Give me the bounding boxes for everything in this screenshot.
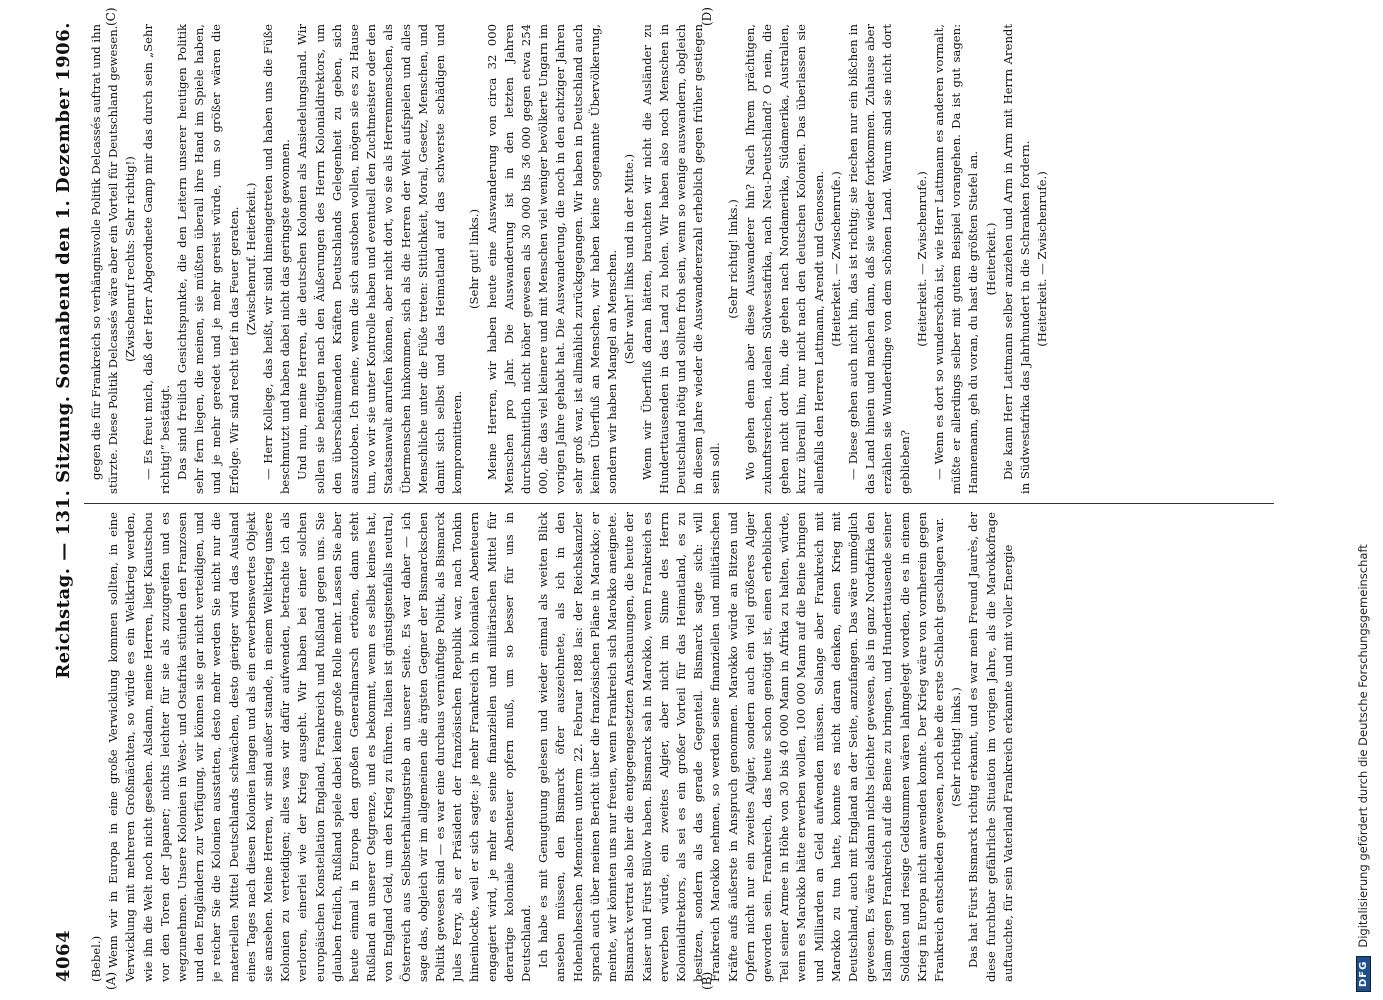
paragraph: Ich habe es mit Genugtuung gelesen und wieder einmal als weiten Blick anseben müssen, den Bismarck öfter auszeichnete, als ich in den Hohenloheschen Memoiren unterm 22. Februar 1888 las: der Reichskanzler sprach auch über meinen Bericht über die französischen Pläne in Marokko; er meinte, wir könnten uns nur freuen, wenn Frankreich sich Marokko aneignete. Bismarck vertrat also hier die entgegengesetzten Anschauungen, die heute der Kaiser und Fürst Bülow haben. Bismarck sah in Marokko, wenn Frankreich es erwerben würde, ein zweites Algier, aber nicht im Sinne des Herrn Kolonialdirektors, als sei es ein großer Vorteil für das Heimatland, es zu besitzen, sondern als das gerade Gegenteil. Bismarck sagte sich: will Frankreich Marokko nehmen, so werden seine finanziellen und militärischen Kräfte aufs äußerste in Anspruch genommen. Marokko würde an Bitzen und Opfern nicht nur ein zweites Algier, sondern auch ein viel größeres Algier geworden sein. Frankreich, das heute schon genötigt ist, einen erheblichen Teil seiner Armee in Höhe von 30 bis 40 000 Mann in Afrika zu halten, würde, wenn es Marokko hätte erwerben wollen, 100 000 Mann auf die Beine bringen und Milliarden an Geld aufwenden müssen. Solange aber Frankreich mit Marokko zu tun hatte, konnte es nicht daran denken, einen Krieg mit Deutschland, auch mit England an der Seite, anzufangen. Das wäre unmöglich gewesen. Es wäre alsdann nichts leichter gewesen, als in ganz Nordafrika den Islam gegen Frankreich auf die Beine zu bringen, und Hunderttausende seiner Soldaten und riesige Geldsummen wären lahmgelegt worden, die es in einem Krieg in Europa nicht anwenden konnte. Der Krieg wäre von vornherein gegen Frankreich entschieden gewesen, noch ehe die erste Schlacht geschlagen war. (536, 512, 946, 982)
interjection: (Heiterkeit. — Zwischenrufe.) (828, 171, 843, 347)
paragraph: Wenn wir in Europa in eine große Verwicklung kommen sollten, in eine Verwicklung mit mehreren Großmächten, so würde es ein Weltkrieg werden, wie ihn die Welt noch nicht gesehen. Alsdann, meine Herren, liegt Kiautschou vor den Toren der Japaner; nichts leichter für sie als zuzugreifen und es wegzunehmen. Unsere Kolonien in West- und Ostafrika stünden den Franzosen und den Engländern zur Verfügung, wir können sie gar nicht verteidigen, und je reicher Sie die Kolonien ausstatten, desto mehr werden Sie nicht nur die materiellen Mittel Deutschlands schwächen, desto gieriger wird das Ausland eines Tages nach diesen Kolonien langen und als ein erwerbenswertes Objekt sie ansehen. Meine Herren, wir sind außer stande, in einem Weltkrieg unsere Kolonien zu verteidigen; alles was wir dafür aufwenden, betrachte ich als verloren, einerlei wie der Krieg ausgeht. Wir haben bei einer solchen europäischen Konstellation England, Frankreich und Rußland gegen uns. Sie glauben freilich, Rußland spiele dabei keine große Rolle mehr. Lassen Sie aber heute einmal in Europa den großen Generalmarsch ertönen, dann steht Rußland an unserer Ostgrenze, und es bekommt, wenn es selbst keines hat, von England Geld, um den Krieg zu führen. Italien ist günstigstenfalls neutral, Österreich aus Selbsterhaltungstrieb an unserer Seite. Es war daher — ich sage das, obgleich wir im allgemeinen die ärgsten Gegner der Bismarckschen Politik gewesen sind — es war eine durchaus vernünftige Politik, als Bismarck Jules Ferry, als er Präsident der französischen Republik war, nach Tonkin hineinlockte, weil er sich sagte: je mehr Frankreich in kolonialen Abenteuern engagiert wird, je mehr es seine finanziellen und militärischen Mittel für derartige koloniale Abenteuer opfern muß, um so besser für uns in Deutschland. (106, 512, 534, 982)
paragraph: Die kann Herr Lattmann selber anziehen und Arm in Arm mit Herrn Arendt in Südwestafrika das Jahrhundert in die Schranken fordern. (1000, 24, 1032, 494)
interjection: (Zwischenruf. Heiterkeit.) (243, 182, 258, 336)
margin-marker-c: (C) (104, 7, 118, 26)
margin-marker-a: (A) (104, 971, 118, 990)
credit-text: Digitalisierung gefördert durch die Deutsche Forschungsgemeinschaft (1356, 544, 1370, 948)
paragraph: — Es freut mich, daß der Herr Abgeordnete Gamp mir das durch sein „Sehr richtig!“ bestätigt. (140, 24, 172, 494)
interjection: (Heiterkeit. — Zwischenrufe.) (914, 171, 929, 347)
paragraph: gegen die für Frankreich so verhängnisvolle Politik Delcassés auftrat und ihn stürzte. Diese Politik Delcassés wäre aber ein Vorteil für Deutschland gewesen. (89, 24, 121, 494)
interjection: (Heiterkeit.) (983, 222, 998, 296)
paragraph: Meine Herren, wir haben heute eine Auswanderung von circa 32 000 Menschen pro Jahr. Die Auswanderung ist in den letzten Jahren durchschnittlich nicht höher gewesen als 30 000 bis 36 000 gegen etwa 254 000, die das viel kleinere und mit Menschen viel weniger bevölkerte Ungarn im vorigen Jahre gehabt hat. Die Auswanderung, die noch in den achtziger Jahren sehr groß war, ist allmählich zurückgegangen. Wir haben in Deutschland auch keinen Überfluß an Menschen, wir haben keine sogenannte Übervölkerung, sondern wir haben Mangel an Menschen. (484, 24, 620, 494)
paragraph: Das hat Fürst Bismarck richtig erkannt, und es war mein Freund Jaurès, der diese furchtbar gefährliche Situation im vorigen Jahre, als die Marokkofrage auftauchte, für sein Vaterland Frankreich erkannte und mit voller Energie (966, 512, 1015, 982)
interjection: (Heiterkeit. — Zwischenrufe.) (1035, 171, 1050, 347)
speaker-label: (Bebel.) (89, 935, 103, 982)
document-page (40, 7, 1340, 990)
right-text-column (88, 24, 1278, 494)
column-divider (84, 503, 1274, 504)
interjection: (Sehr richtig! links.) (725, 199, 740, 319)
paragraph: — Diese gehen auch nicht hin, das ist richtig; sie riechen nur ein bißchen in das Land hinein und machen dann, daß sie wieder fortkommen. Zuhause aber erzählen sie Wunderdinge von dem schönen Land. Warum sind sie nicht dort geblieben? (845, 24, 912, 494)
page-number: 4064 (52, 929, 74, 982)
dfg-logo: DFG (1356, 956, 1371, 992)
paragraph: Wenn wir Überfluß daran hätten, brauchten wir nicht die Ausländer zu Hunderttausenden in das Land zu holen. Wir haben also noch Menschen in Deutschland nötig und sollten froh sein, wenn so wenige auswandern, obgleich in diesem Jahre wieder die Auswandererzahl erheblich gegen früher gestiegen sein soll. (639, 24, 723, 494)
interjection: (Sehr richtig! links.) (949, 687, 964, 807)
paragraph: — Herr Kollege, das heißt, wir sind hineingetreten und haben uns die Füße beschmutzt und haben dabei nicht das geringste gewonnen. (261, 24, 293, 494)
paragraph: Wo gehen denn aber diese Auswanderer hin? Nach Ihrem prächtigen, zukunftsreichen, idealen Südwestafrika, nach Neu-Deutschland? O nein, die gehen nicht dort hin, die gehen nach Nordamerika, Südamerika, Australien, kurz überall hin, nur nicht nach den deutschen Kolonien. Das überlassen sie allenfalls den Herren Lattmann, Arendt und Genossen. (742, 24, 826, 494)
interjection: (Zwischenruf rechts: Sehr richtig!) (123, 156, 138, 362)
digitization-credit (1352, 12, 1374, 992)
page-header (46, 22, 80, 982)
paragraph: Und nun, meine Herren, die deutschen Kolonien als Ansiedelungsland. Wir sollen sie benötigen nach den Äußerungen des Herrn Kolonialdirektors, um den überschäumenden Kräften Deutschlands Gelegenheit zu geben, sich auszutoben. Ich meine, wenn die sich austoben wollen, mögen sie es zu Hause tun, wo wir sie unter Kontrolle haben und eventuell den Zuchtmeister oder den Staatsanwalt anrufen können, aber nicht dort, wo sie als Herrenmenschen, als Übermenschen hinkommen, sich als die Herren der Welt aufspielen und alles Menschliche unter die Füße treten: Sittlichkeit, Moral, Gesetz, Menschen, und damit sich selbst und das Heimatland auf das schwerste schädigen und kompromittieren. (295, 24, 465, 494)
left-text-column (88, 512, 1278, 982)
paragraph: Das sind freilich Gesichtspunkte, die den Leitern unserer heutigen Politik sehr fern liegen, die meinen, sie müßten überall ihre Hand im Spiele haben, und je mehr geredet und je mehr gereist würde, um so größer wären die Erfolge. Wir sind recht tief in das Feuer geraten. (175, 24, 241, 494)
interjection: (Sehr gut! links.) (467, 209, 482, 309)
margin-marker-b: (B) (700, 971, 714, 990)
paragraph: — Wenn es dort so wunderschön ist, wie Herr Lattmann es anderen vormalt, müßte er allerdings selber mit gutem Beispiel vorangehen. Da ist gut sagen: Hannemann, geh du voran, du hast die größten Stiefel an. (931, 24, 981, 494)
interjection: (Sehr wahr! links und in der Mitte.) (622, 153, 637, 365)
margin-marker-d: (D) (700, 7, 714, 26)
page-title: Reichstag. — 131. Sitzung. Sonnabend den 1. Dezember 1906. (52, 22, 74, 679)
